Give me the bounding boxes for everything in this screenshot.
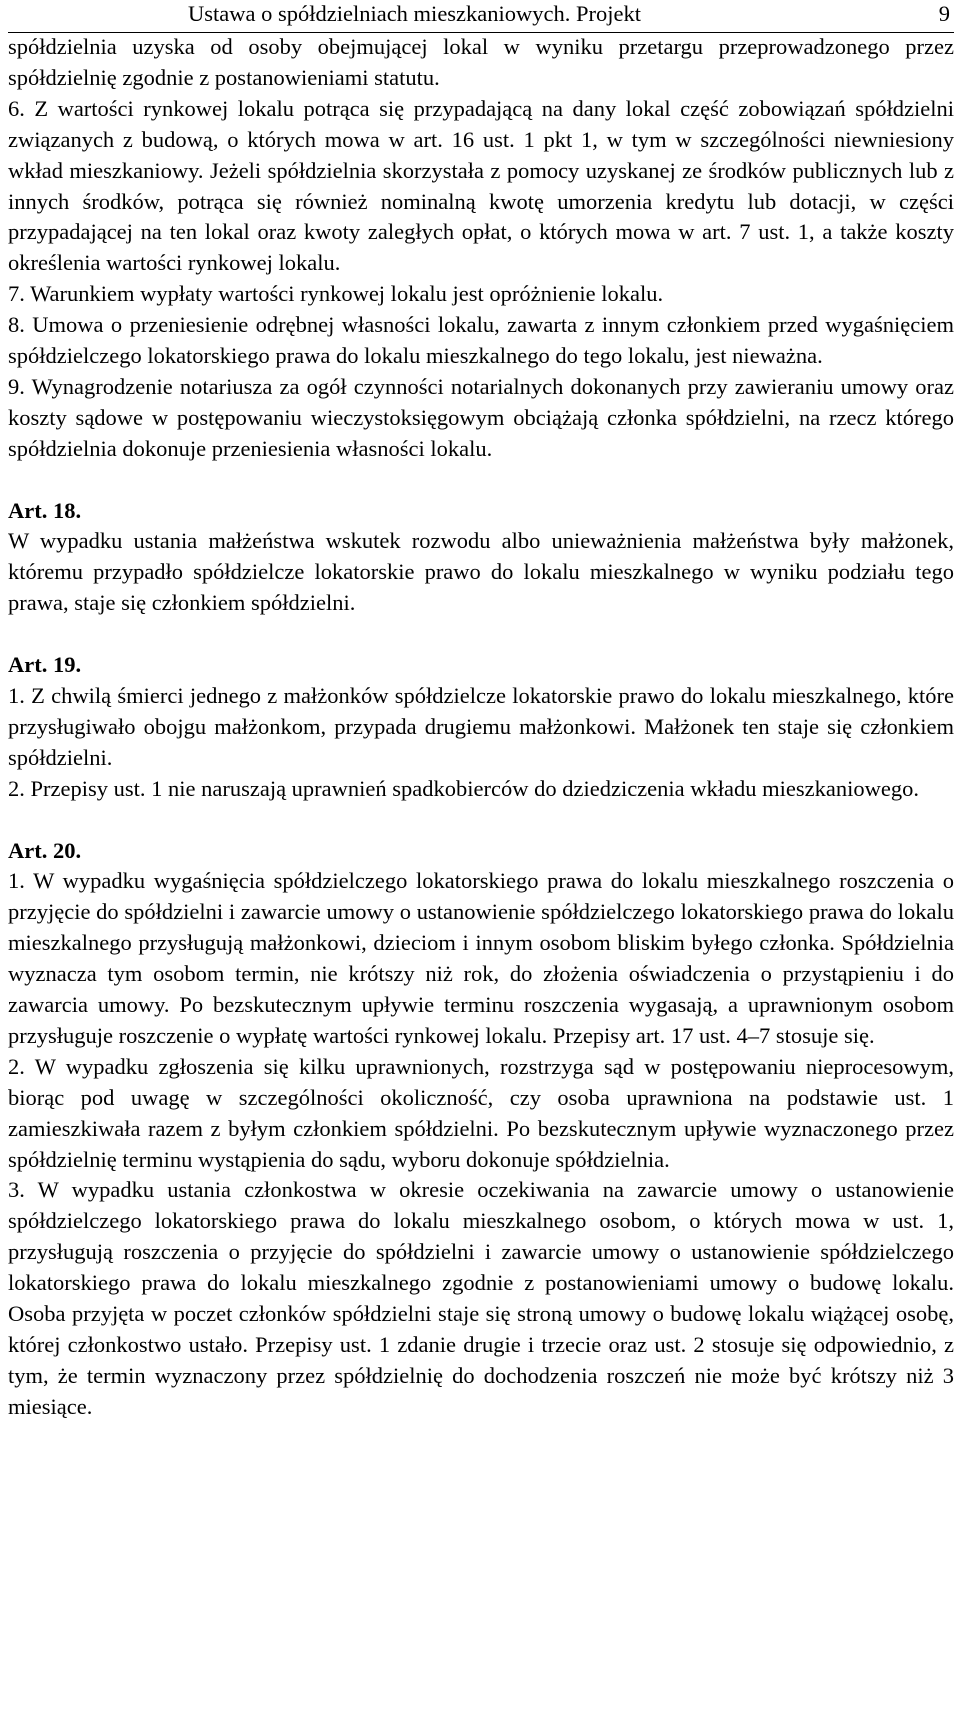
article-heading: Art. 18. — [8, 497, 82, 523]
paragraph: 6. Z wartości rynkowej lokalu potrąca się przypadającą na dany lokal część zobowiązań spółdzielni związanych z budową, o których mowa w art. 16 ust. 1 pkt 1, w tym w szczególności niewniesiony wkład mieszkaniowy. Jeżeli spółdzielnia skorzystała z pomocy uzyskanej ze środków publicznych lub z innych środków, potrąca się również nominalną kwotę umorzenia kredytu lub dotacji, w części przypadającej na ten lokal oraz kwoty zaległych opłat, o których mowa w art. 7 ust. 1, a także koszty określenia wartości rynkowej lokalu. — [8, 95, 954, 276]
paragraph: 1. W wypadku wygaśnięcia spółdzielczego lokatorskiego prawa do lokalu mieszkalnego roszczenia o przyjęcie do spółdzielni i zawarcie umowy o ustanowienie spółdzielczego lokatorskiego prawa do lokalu mieszkalnego przysługują małżonkowi, dzieciom i innym osobom bliskim byłego członka. Spółdzielnia wyznacza tym osobom termin, nie krótszy niż rok, do złożenia oświadczenia o przystąpieniu i do zawarcia umowy. Po bezskutecznym upływie terminu roszczenia wygasają, a uprawnionym osobom przysługuje roszczenie o wypłatę wartości rynkowej lokalu. Przepisy art. 17 ust. 4–7 stosuje się. — [8, 868, 954, 1048]
paragraph: spółdzielnia uzyska od osoby obejmującej lokal w wyniku przetargu przeprowadzonego przez spółdzielnię zgodnie z postanowieniami statutu. — [8, 34, 954, 90]
page-header — [8, 0, 954, 33]
paragraph: 2. Przepisy ust. 1 nie naruszają uprawnień spadkobierców do dziedziczenia wkładu mieszkaniowego. — [8, 775, 919, 801]
paragraph: 1. Z chwilą śmierci jednego z małżonków spółdzielcze lokatorskie prawo do lokalu mieszkalnego, które przysługiwało obojgu małżonkom, przypada drugiemu małżonkowi. Małżonek ten staje się członkiem spółdzielni. — [8, 683, 954, 770]
article-heading: Art. 19. — [8, 652, 82, 678]
document-body — [8, 32, 954, 1423]
article-heading: Art. 20. — [8, 837, 82, 863]
paragraph: 2. W wypadku zgłoszenia się kilku uprawnionych, rozstrzyga sąd w postępowaniu nieprocesowym, biorąc pod uwagę w szczególności okoliczność, czy osoba uprawniona na podstawie ust. 1 zamieszkiwała razem z byłym członkiem spółdzielni. Po bezskutecznym upływie wyznaczonego przez spółdzielnię terminu wystąpienia do sądu, wyboru dokonuje spółdzielnia. — [8, 1053, 954, 1172]
paragraph: 7. Warunkiem wypłaty wartości rynkowej lokalu jest opróżnienie lokalu. — [8, 281, 664, 307]
document-title: Ustawa o spółdzielniach mieszkaniowych. Projekt — [188, 1, 642, 26]
page-number: 9 — [938, 1, 950, 26]
paragraph: W wypadku ustania małżeństwa wskutek rozwodu albo unieważnienia małżeństwa były małżonek, któremu przypadło spółdzielcze lokatorskie prawo do lokalu mieszkalnego w wyniku podziału tego prawa, staje się członkiem spółdzielni. — [8, 528, 954, 616]
paragraph: 8. Umowa o przeniesienie odrębnej własności lokalu, zawarta z innym członkiem przed wygaśnięciem spółdzielczego lokatorskiego prawa do lokalu mieszkalnego do tego lokalu, jest nieważna. — [8, 312, 954, 369]
paragraph: 9. Wynagrodzenie notariusza za ogół czynności notarialnych dokonanych przy zawieraniu umowy oraz koszty sądowe w postępowaniu wieczystoksięgowym obciążają członka spółdzielni, na rzecz którego spółdzielnia dokonuje przeniesienia własności lokalu. — [8, 373, 954, 461]
paragraph: 3. W wypadku ustania członkostwa w okresie oczekiwania na zawarcie umowy o ustanowienie spółdzielczego lokatorskiego prawa do lokalu mieszkalnego osobom, o których mowa w ust. 1, przysługują roszczenia o przyjęcie do spółdzielni i zawarcie umowy o ustanowienie spółdzielczego lokatorskiego prawa do lokalu mieszkalnego zgodnie z postanowieniami umowy o budowę lokalu. Osoba przyjęta w poczet członków spółdzielni staje się stroną umowy o budowę lokalu wiążącej osobę, której członkostwo ustało. Przepisy ust. 1 zdanie drugie i trzecie oraz ust. 2 stosuje się odpowiednio, z tym, że termin wyznaczony przez spółdzielnię do dochodzenia roszczeń nie może być krótszy niż 3 miesiące. — [8, 1177, 954, 1419]
